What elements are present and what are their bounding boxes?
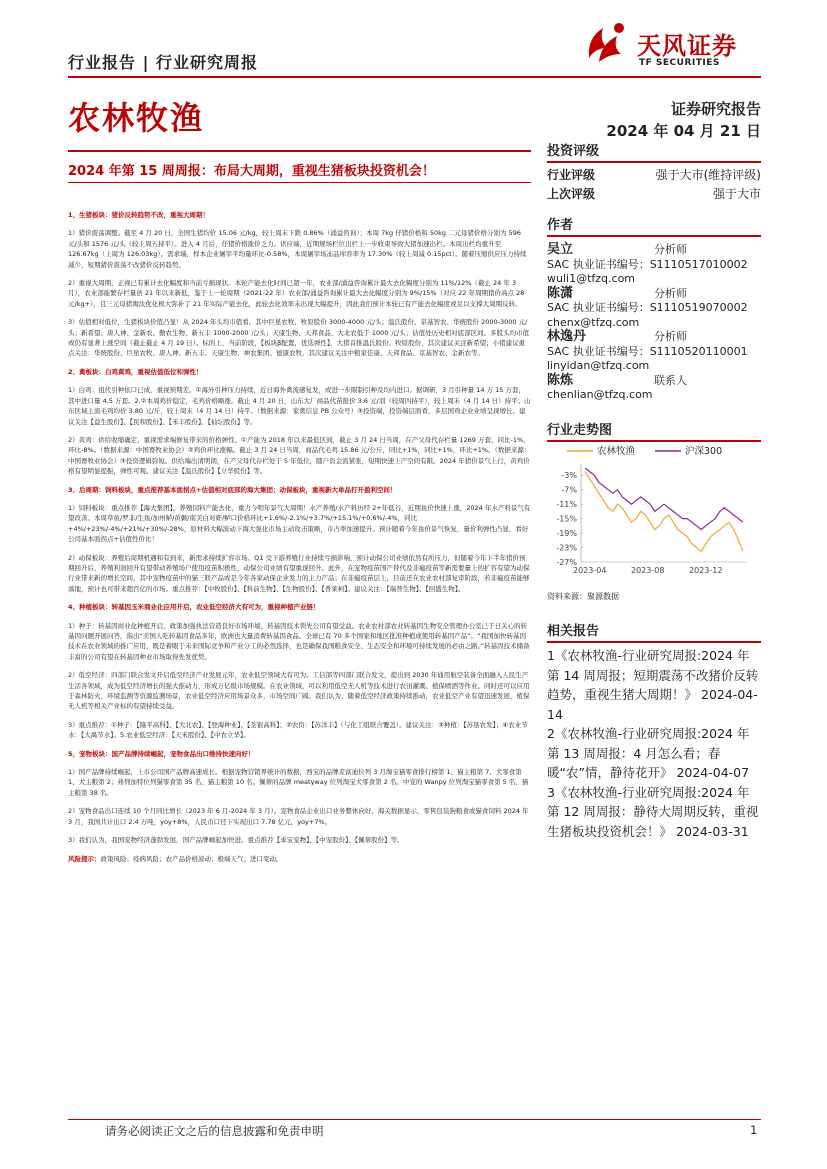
related-report-title[interactable]: 1《农林牧渔-行业研究周报:2024 年第 14 周周报；短期震荡不改猪价反转趋势，重视生猪大周期！》 (547, 648, 759, 702)
y-tick-label: -19% (556, 529, 577, 539)
risk-warning (68, 854, 531, 864)
report-date: 2024 年 04 月 21 日 (606, 122, 761, 140)
related-report[interactable] (547, 783, 761, 842)
rating-value: 强于大市(维持评级) (655, 168, 761, 182)
paragraph: 2）重视大周期，正视已有累计去化幅度和当前亏损现状。本轮产能去化时间已超一年，农业部/涌益咨询累计最大去化幅度分别为 11%/12%（截止 24 年 3 月），农业部能繁存栏量创 21 年以来新低，鉴于上一轮周期（2021-22 年）农业部/涌益咨询累计最大去化幅度分别为 9%/15%（对应 22 年周期猪价高点 28 元/kg+），且三元母猪淘汰优化极大弥补了 21 年实际产能去化，此轮去化效率未出现大幅提升，因此我们预计本轮已有产能去化幅度或足以支撑大周期反转。 (68, 279, 525, 308)
related-report-title[interactable]: 2《农林牧渔-行业研究周报:2024 年第 13 周周报：4 月怎么看；春暖“农”情，静待花开》 (547, 726, 750, 780)
trend-block (547, 419, 761, 442)
author-role: 分析师 (654, 286, 687, 300)
paragraph: 1）种子：转基因商业化种植开启，政策加强执法营造良好市场环境，转基因技术领先公司有望受益。农业农村部农业转基因生物安全管理办公室已于日关心的转基因问题开展问答，指出“美国人吃转基因食品多年，欧洲也大量消费转基因食品。全球已有 70 多个国家和地区批准种植或使用转基因产品”。“我国加快转基因技术在农业领域的推广应用，既是着眼于未来国际竞争和产业分工的必然选择，也是确保我国粮食安全、生态安全和环境可持续发展的必由之路。”转基因技术储备丰富的公司有望在转基因种业市场取得先发优势。 (68, 621, 530, 661)
related-heading: 相关报告 (547, 620, 761, 643)
series-line (585, 468, 743, 530)
logo-cn-text: 天风证券 (637, 32, 737, 60)
author-sac: SAC 执业证书编号：S1110517010002 (547, 257, 748, 271)
paragraph: 1）猪价震荡调整。截至 4 月 20 日，全国生猪均价 15.06 元/kg，较上周末下跌 0.86%（涌益咨询）；本周 7kg 仔猪价格和 50kg 二元母猪价格分别为 596 元/头和 1576 元/头（较上周五持平）。进入 4 月后，仔猪价格涨价乏力。供应端，近期规场栏位出栏上一步收束导致大猪加速出栏。本周出栏均重升至 126.67kg（上周为 126.03kg）。需求端，样本企业屠宰平均量环比-0.58%，本周屠宰场冻品库容率为 17.30%（较上周减 0.15pct）。随着压缩供应压力持续减少，短期猪价震荡不改猪价反转趋势。 (68, 229, 527, 269)
footer-disclaimer: 请务必阅读正文之后的信息披露和免责申明 (105, 1124, 324, 1138)
rating-row (547, 166, 761, 185)
author-name: 陈炼 (547, 372, 574, 388)
footer-divider (68, 1119, 761, 1120)
author-role: 联系人 (654, 373, 687, 387)
paragraph: 2）低空经济：四部门联合发文开启低空经济产业发展元年，农业低空领域大有可为。工信部等四部门联合发文，提出到 2030 年通用航空装备全面融入人民生产生活各领域，成为低空经济增长的强大推动力，形成万亿级市场规模。在农业领域，可以利用低空无人机等技术进行农田灌溉、植保喷洒等作业。同时还可以应用于森林防火、环境监测等资源监测场景，农业低空经济应用场景众多，市场空间广阔。我们认为，随着低空经济政策持续推动，农业低空产业有望迅速发展，植保无人机等相关产业标的有望持续受益。 (68, 671, 530, 711)
paragraph: 2）宠物食品出口连续 10 个月同比增长（2023 年 6 月-2024 年 3 月）。宠物食品企业出口业务整体向好。海关数据显示，零售包装狗粮食或猫食饲料 2024 年 3 月，我国共计出口 2.4 万吨，yoy+8%，人民币口径下实现出口 7.78 亿元，yoy+7%。 (68, 807, 529, 826)
page-number: 1 (750, 1123, 758, 1137)
report-type: 行业报告 | 行业研究周报 (68, 53, 258, 72)
related-report-date: 2024-04-07 (676, 765, 750, 780)
industry-title: 农林牧渔 (68, 99, 205, 137)
report-kind: 证券研究报告 (670, 100, 761, 118)
paragraph: 3）重点推荐：①种子：【隆平高科】、【大北农】、【登海种业】、【荃银高科】；②农资：【苏洋丰】（与化工组联合覆盖）。建议关注：③种植：【苏垦农发】；④农业节水：【大禹节水】。5.农业低空经济：【天禾股份】、【中农立华】。 (68, 720, 528, 740)
author-entry (547, 243, 761, 287)
rating-heading: 投资评级 (547, 140, 761, 163)
logo-icon (583, 18, 633, 68)
authors-heading: 作者 (547, 214, 761, 237)
y-tick-label: -11% (556, 500, 577, 510)
logo-en-text: TF SECURITIES (639, 58, 720, 68)
trend-chart (547, 440, 761, 580)
title-divider (68, 150, 531, 152)
report-subtitle: 2024 年第 15 周周报：布局大周期，重视生猪板块投资机会！ (68, 164, 435, 179)
paragraph: 1）白鸡：祖代引种依口已成，重视预期差。①海外引种压力持续，近日海外禽流感复发，或进一步限制引种及均内进口。据调研，3 月引种量 14 万 15 万套，其中进口量 4.5 万套。2.②本周鸡价稳定，毛鸡价格略涨。截止 4 月 20 日，山东大厂商品代苗报价 3.6 元/羽（较周四持平），较上周末（4 月 14 日）持平；山东区域主流毛鸡均价 3.80 元/斤，较上周末（4 月 14 日）持平。（数据来源：家禽信息 PB 公众号）③投资端，投资端层面看，多层国鸡企业业绩呈现增长。建议关注【益生股份】、【民和股份】、【禾丰股份】、【仙坛股份】等。 (68, 386, 531, 426)
authors-block (547, 214, 761, 403)
y-tick-label: -3% (561, 471, 577, 481)
author-name: 林逸丹 (547, 329, 587, 344)
related-report-date: 2024-04-14 (547, 687, 758, 722)
author-role: 分析师 (654, 330, 687, 343)
trend-heading: 行业走势图 (547, 419, 761, 442)
rating-row (547, 185, 761, 204)
y-tick-label: -15% (556, 514, 577, 524)
report-title-block (68, 150, 531, 183)
related-report-title[interactable]: 3《农林牧渔-行业研究周报:2024 年第 12 周周报：静待大周期反转，重视生猪板块投资机会！》 (547, 784, 759, 839)
chart-source: 资料来源：聚源数据 (547, 592, 619, 601)
author-email[interactable]: chenlian@tfzq.com (547, 388, 653, 401)
rating-key: 行业评级 (547, 168, 596, 182)
section-heading: 3、后周期：饲料板块，重点推荐基本面拐点+估值相对底部的海大集团；动保板块，重视新大单品打开盈利空间！ (68, 485, 397, 494)
paragraph: 2）动保板块：养殖后周期机遇和有到来，新需求持续扩容市场。Q1 受下游养殖行业持续亏损影响，预计动保公司业绩依然有所压力，但随着今年下半年猪价预期回升后，养殖利润回升有望带动养殖场户使用疫苗积极性，动保公司业绩有望重现回升。此外，在宠物疫苗国产替代及非瘟疫苗等新需要量上的扩容有望为动保行业带来新的增长空间，其中宠物疫苗中的猫三联产品或是今年各家动保企业发力的主力产品；在非瘟疫苗层上，目前还在农业农村部复审阶段，若非瘟疫苗能够落地，预计也可带来超百亿的市场。重点推荐：【中牧股份】、【科前生物】、【生物股份】、【普莱柯】。建议关注：【瑞普生物】、【回盛生物】。 (68, 553, 530, 593)
author-name: 陈潇 (547, 285, 574, 301)
y-tick-label: -23% (556, 543, 577, 553)
related-report-date: 2024-03-31 (676, 823, 749, 839)
rating-key: 上次评级 (547, 187, 596, 201)
author-email[interactable]: chenx@tfzq.com (547, 315, 640, 329)
rating-block (547, 140, 761, 204)
author-role: 分析师 (654, 243, 687, 256)
author-entry (547, 374, 761, 403)
related-report[interactable] (547, 646, 761, 724)
paragraph: 3）我们认为，我国宠物经济蓬勃发展，国产品牌崛起加快进。重点推荐【乖宝宠物】、【中宠股份】、【佩蒂股份】等。 (68, 836, 404, 845)
y-tick-label: -7% (561, 485, 577, 495)
paragraph: 1）国产品牌持续崛起，上市公司国产品牌高速成长。根据宠物营销界统计的数据，西宝的品牌麦富迪位列 3 月淘宝猫零食排行榜第 1、猫主粮第 7、犬零食第 1、犬主粮第 2；弗列加特位列猫零食第 35 名、猫主粮第 10 名。佩蒂的品牌 meatyway 位列淘宝犬零食第 2 名。中宠的 Wanpy 位列淘宝猫零食第 5 名、猫主粮第 38 名。 (68, 768, 529, 797)
x-tick-label: 2023-12 (689, 566, 723, 575)
y-tick-label: -27% (556, 558, 577, 567)
author-name: 吴立 (547, 242, 574, 257)
legend-label: 农林牧渔 (597, 446, 636, 457)
risk-label: 风险提示： (68, 854, 101, 863)
related-report[interactable] (547, 724, 761, 783)
header-divider (68, 76, 761, 78)
section-heading: 4、种植板块：转基因玉米商业化应用开启，农业低空经济大有可为，重视种植产业链！ (68, 603, 320, 612)
author-entry (547, 330, 761, 374)
paragraph: 2）黄鸡：供给收缩确定，重视需求端修复带来的价格弹性。①产能为 2018 年以来最低区间，截止 3 月 24 日当周，在产父母代存栏量 1269 万套，同比-1%，环比-8%。（数据来源：中国畜牧业协会）②鸡价环比涨幅。截止 3 月 24 日当周，商品代毛鸡 15.86 元/公斤，同比+1%，同比+1%，环比+1%。（数据来源：中国畜牧业协会）③投资逻辑弥短。供给端出清明朗，在产父母代存栏处于 5 年低位，随户资金流紧张，短期快速上产空间有限。2024 年猪价景气上行，黄鸡价格有望明显提振，弹性可观。建议关注【温氏股份】【立华股份】等。 (68, 435, 531, 476)
author-entry (547, 287, 761, 331)
company-logo (583, 18, 768, 74)
paragraph: 3）估值相对低位，生猪板块价值凸显！从 2024 年头均市值看，其中巨星农牧、牧原股份 3000-4000 元/头；温氏股份、京基智农、华统股份 2000-3000 元/头；新希望、唐人神、金新农、傲农生物、新五丰 1000-2000 元/头；天康生物、天邦食品、大北农低于 1000 元/头；估值处历史相对底部区间。多股头均市值或仍有显著上涨空间（截止截止 4 月 19 日）。标的上，当前阶段，【板块β配置，优选弹性】，大猪首推温氏股份、牧原股份、其次建议关注新希望；小猪建议重点关注：华统股份、巨星农牧、唐人神、新五丰、天康生物、神农集团、德康农牧，其次建议关注中粮家佳康、天邦食品、京基智农、金新农等。 (68, 318, 530, 358)
related-block (547, 620, 761, 841)
section-heading: 5、宠物板块：国产品牌持续崛起，宠物食品出口维持快速向好！ (68, 749, 255, 758)
report-body (68, 210, 531, 872)
author-email[interactable]: wuli1@tfzq.com (547, 272, 636, 285)
author-sac: SAC 执业证书编号：S1110519070002 (547, 301, 748, 314)
subtitle-divider (68, 182, 531, 183)
x-tick-label: 2023-04 (573, 566, 607, 575)
author-sac: SAC 执业证书编号：S1110520110001 (547, 344, 748, 358)
section-heading: 1、生猪板块：猪价反转趋势不改，重视大周期！ (68, 211, 210, 219)
risk-text: 政策风险；疫病风险；农产品价格波动；极端天气；进口变动。 (100, 854, 283, 863)
section-heading: 2、禽板块：白鸡黄鸡，重视估值低位和弹性！ (68, 367, 203, 376)
trend-chart-svg (547, 440, 761, 580)
paragraph: 1）饲料板块：重点推荐【海大集团】。养殖饲料产能去化，重力今明年景气大周期！水产养殖/水产料历经 2+年低谷，近期鱼价快速上涨，2024 年水产料景气有望改善。本周草鱼/罗非/生鱼/加州鲈/黄颡/南美白对虾/鲈口价格环比+1.6%/-2.1%/+3.7%/+15.1%/+0.6%/-4%，同比+4%/+23%/-4%/+21%/+30%/-28%，原材料大幅波动下海大强化市场主动攻击策略，市占率加速提升。预计随着今年鱼价景气恢复，量价利弹性凸显，看好公司基本面拐点+估值性价比！ (68, 503, 531, 544)
legend-label: 沪深300 (685, 446, 723, 457)
x-tick-label: 2023-08 (631, 566, 665, 575)
author-email[interactable]: linyidan@tfzq.com (547, 359, 650, 372)
rating-value: 强于大市 (712, 187, 761, 201)
